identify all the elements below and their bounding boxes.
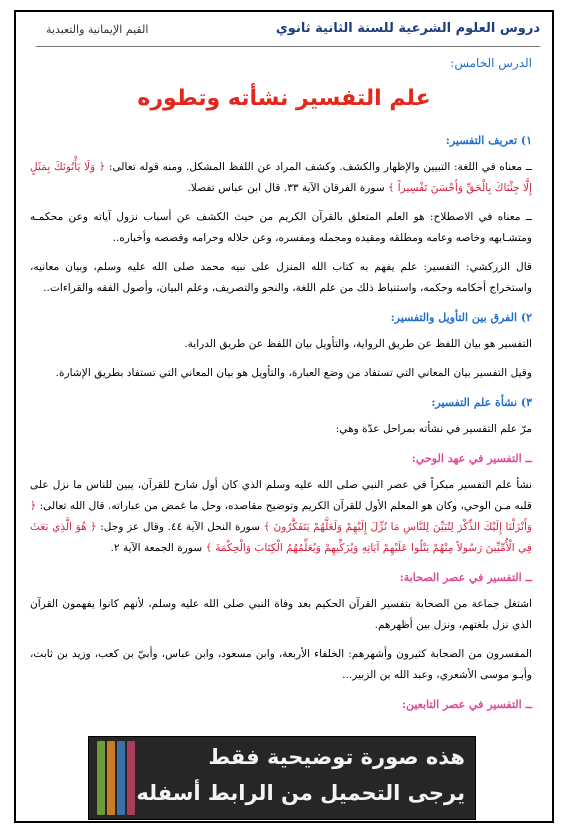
watermark-line-1: هذه صورة توضيحية فقط	[208, 745, 465, 769]
subheading-revelation-era: ــ التفسير في عهد الوحي:	[411, 452, 532, 465]
paragraph-text: سورة الفرقان الآية ٣٣. قال ابن عباس تفصلا.	[187, 182, 389, 194]
header-unit-title: القيم الإيمانية والتعبدية	[46, 23, 149, 36]
paragraph-text: سورة الجمعة الآية ٢.	[110, 542, 206, 554]
paragraph-companions-2: المفسرون من الصحابة كثيرون وأشهرهم: الخلفاء الأربعة، وابن مسعود، وابن عباس، وأبيّ بن كعب، وزيد بن ثابت، وأبـو موسى الأشعري، وعبد الله بن الزبير...	[30, 648, 532, 681]
header-course-title: دروس العلوم الشرعية للسنة الثانية ثانوي	[275, 21, 540, 36]
paragraph-difference-2: وقيل التفسير بيان المعاني التي تستفاد من وضع العبارة، والتأويل هو بيان المعاني التي تستفاد بطريق الإشارة.	[55, 367, 532, 379]
paragraph-text: نشأ علم التفسير مبكراً في عصر النبي صلى الله عليه وسلم الذي كان أول شارح للقرآن، يبين للناس ما نزل على قلبه مـن الوحي، وكان هو المعلم الأول للقرآن الكريم وتوضيح مقاصده، وحل ما غمض من عباراته. قال الله تعالى:	[30, 479, 532, 512]
section-heading-difference: ٢) الفرق بين التأويل والتفسير:	[390, 311, 532, 324]
paragraph-revelation-era	[30, 475, 532, 559]
paragraph-technical-meaning: ــ معناه في الاصطلاح: هو العلم المتعلق بالقرآن الكريم من حيث الكشف عن أسباب نزول آياته وعن محكمـه ومتشـابهه وخاصه وعامه ومطلقه ومقيده ومجمله ومفسره، وعن حلاله وحرامه وقصصه وأخباره..	[30, 211, 532, 244]
paragraph-linguistic-meaning	[30, 157, 532, 199]
subheading-companions-era: ــ التفسير في عصر الصحابة:	[399, 571, 532, 584]
paragraph-origin-intro: مرّ علم التفسير في نشأته بمراحل عدّة وهي:	[335, 423, 532, 435]
quran-verse: ﴿ وَأَنْزَلْنَا إِلَيْكَ الذِّكْرَ لِتُبَيِّنَ لِلنَّاسِ مَا نُزِّلَ إِلَيْهِمْ وَلَعَلَّهُمْ يَتَفَكَّرُونَ ﴾	[30, 500, 533, 533]
books-icon	[97, 741, 137, 815]
header-divider	[36, 46, 540, 47]
paragraph-text: ــ معناه في اللغة: التبيين والإظهار والكشف. وكشف المراد عن اللفظ المشكل. ومنه قوله تعالى:	[105, 161, 533, 173]
section-heading-definition: ١) تعريف التفسير:	[445, 134, 532, 147]
lesson-label: الدرس الخامس:	[450, 56, 532, 70]
paragraph-text: سورة النحل الآية ٤٤. وقال عز وجل:	[96, 521, 264, 533]
lesson-content	[30, 126, 532, 721]
paragraph-zarkashi-quote: قال الزركشي: التفسير: علم يفهم به كتاب الله المنزل على نبيه محمد صلى الله عليه وسلم، وبيان معانيه، واستخراج أحكامه وحكمه، واستنباط ذلك من علم اللغة، والنحو والتصريف، وعلم البيان، وأصول الفقه والقراءات..	[30, 261, 532, 294]
section-heading-origin: ٣) نشأة علم التفسير:	[431, 396, 532, 409]
page-header	[16, 12, 552, 48]
watermark-line-2: يرجى التحميل من الرابط أسفله	[136, 781, 465, 805]
document-page	[14, 10, 554, 823]
paragraph-companions-1: اشتغل جماعة من الصحابة بتفسير القرآن الحكيم بعد وفاة النبي صلى الله عليه وسلم، لأنهم كانوا يفهمون القرآن الذي نزل بلغتهم، ونزل بين أظهرهم.	[30, 598, 532, 631]
paragraph-difference-1: التفسير هو بيان اللفظ عن طريق الرواية، والتأويل بيان اللفظ عن طريق الدراية.	[184, 338, 532, 350]
quran-verse: ﴿ هُوَ الَّذِي بَعَثَ فِي الْأُمِّيِّينَ رَسُولاً مِنْهُمْ يَتْلُوا عَلَيْهِمْ آيَاتِهِ وَيُزَكِّيهِمْ وَيُعَلِّمُهُمُ الْكِتَابَ وَالْحِكْمَةَ ﴾	[30, 521, 532, 554]
preview-watermark-banner	[88, 736, 476, 820]
page-title: علم التفسير نشأته وتطوره	[137, 86, 431, 111]
subheading-followers-era: ــ التفسير في عصر التابعين:	[401, 698, 532, 711]
quran-verse: ﴿ وَلَا يَأْتُونَكَ بِمَثَلٍ إِلَّا جِئْنَاكَ بِالْحَقِّ وَأَحْسَنَ تَفْسِيراً ﴾	[30, 161, 532, 194]
